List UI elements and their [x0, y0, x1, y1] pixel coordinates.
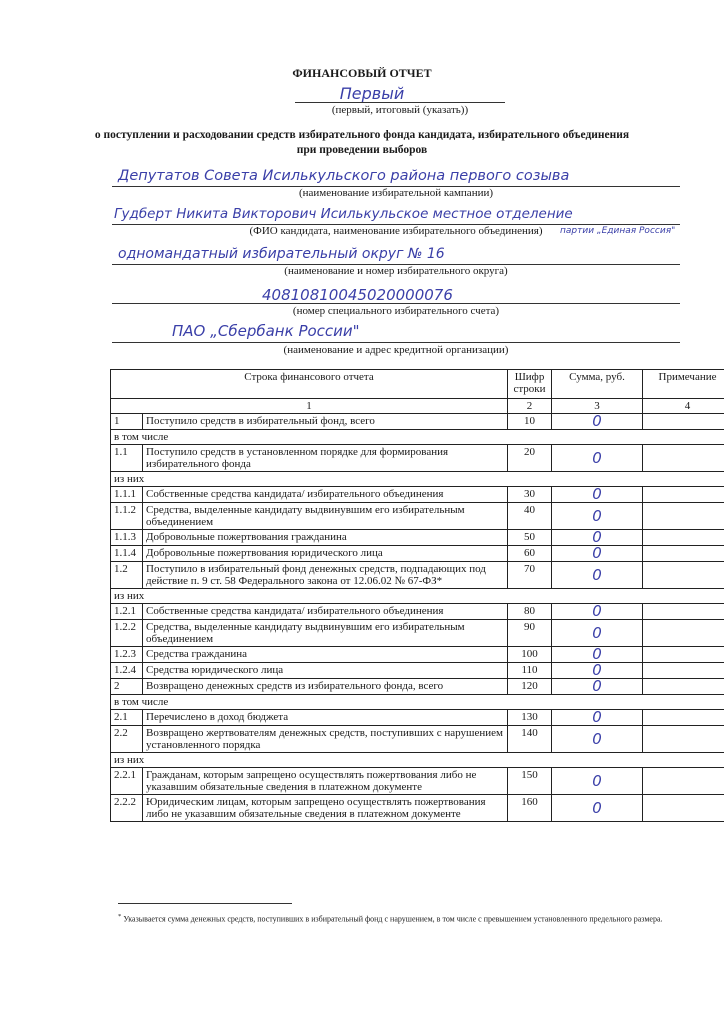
row-label: Добровольные пожертвования юридического лица: [143, 546, 508, 562]
table-row: [111, 487, 724, 503]
row-label: Юридическим лицам, которым запрещено осуществлять пожертвования либо не указавшим обязательные сведения в платежном документе: [143, 795, 508, 822]
row-note: [643, 604, 724, 620]
row-label: Собственные средства кандидата/ избирательного объединения: [143, 604, 508, 620]
table-row: [111, 768, 724, 795]
row-label: Собственные средства кандидата/ избирательного объединения: [143, 487, 508, 503]
heading-line-1: о поступлении и расходовании средств избирательного фонда кандидата, избирательного объединения: [94, 129, 630, 141]
row-amount: [552, 503, 643, 530]
row-label: Поступило средств в установленном порядке для формирования избирательного фонда: [143, 445, 508, 472]
row-code: 140: [508, 726, 552, 753]
section-label: в том числе: [111, 430, 724, 445]
table-row: [111, 445, 724, 472]
col-number-2: 2: [508, 399, 552, 414]
report-type-value: Первый: [339, 84, 405, 103]
table-row: [111, 647, 724, 663]
amount-value: 0: [592, 645, 602, 663]
table-section-row: [111, 430, 724, 445]
row-amount: [552, 562, 643, 589]
row-code: 30: [508, 487, 552, 503]
row-amount: [552, 445, 643, 472]
row-label: Поступило в избирательный фонд денежных средств, подпадающих под действие п. 9 ст. 58 Федерального закона от 12.06.02 № 67-ФЗ*: [143, 562, 508, 589]
amount-value: 0: [592, 661, 602, 679]
table-row: [111, 710, 724, 726]
header-row-label: Строка финансового отчета: [111, 370, 508, 399]
row-label: Средства, выделенные кандидату выдвинувшим его избирательным объединением: [143, 620, 508, 647]
row-number: 1.1.1: [111, 487, 143, 503]
row-amount: [552, 710, 643, 726]
table-section-row: [111, 753, 724, 768]
amount-value: 0: [592, 412, 602, 430]
header-note: Примечание: [643, 370, 724, 399]
row-code: 80: [508, 604, 552, 620]
footnote-text: Указывается сумма денежных средств, поступивших в избирательный фонд с нарушением, в том числе с превышением установленного предельного размера.: [123, 914, 663, 924]
candidate-value: Гудберт Никита Викторович Исилькульское местное отделение: [114, 206, 573, 222]
section-label: из них: [111, 753, 724, 768]
table-row: [111, 604, 724, 620]
row-number: 2: [111, 679, 143, 695]
candidate-caption: (ФИО кандидата, наименование избирательного объединения): [249, 225, 543, 237]
row-code: 120: [508, 679, 552, 695]
column-number-row: [111, 399, 724, 414]
col-number-4: 4: [643, 399, 724, 414]
amount-value: 0: [592, 623, 602, 642]
row-number: 1: [111, 414, 143, 430]
row-code: 70: [508, 562, 552, 589]
document-title: ФИНАНСОВЫЙ ОТЧЕТ: [292, 66, 432, 80]
row-amount: [552, 768, 643, 795]
row-amount: [552, 604, 643, 620]
amount-value: 0: [592, 729, 602, 748]
amount-value: 0: [592, 565, 602, 584]
row-code: 110: [508, 663, 552, 679]
table-row: [111, 414, 724, 430]
row-note: [643, 768, 724, 795]
header-code: Шифр строки: [508, 370, 552, 399]
row-label: Возвращено денежных средств из избирательного фонда, всего: [143, 679, 508, 695]
footnote: [118, 911, 688, 926]
row-code: 150: [508, 768, 552, 795]
amount-value: 0: [592, 677, 602, 695]
account-line: [112, 303, 680, 304]
row-note: [643, 726, 724, 753]
table-row: [111, 795, 724, 822]
row-note: [643, 445, 724, 472]
section-label: из них: [111, 472, 724, 487]
row-code: 40: [508, 503, 552, 530]
financial-report-table: [110, 369, 724, 822]
amount-value: 0: [592, 448, 602, 467]
table-section-row: [111, 472, 724, 487]
amount-value: 0: [592, 544, 602, 562]
row-number: 1.2.3: [111, 647, 143, 663]
row-number: 2.2: [111, 726, 143, 753]
table-row: [111, 503, 724, 530]
row-number: 2.2.2: [111, 795, 143, 822]
row-amount: [552, 546, 643, 562]
table-section-row: [111, 589, 724, 604]
table-row: [111, 726, 724, 753]
section-label: в том числе: [111, 695, 724, 710]
row-note: [643, 663, 724, 679]
row-label: Средства, выделенные кандидату выдвинувшим его избирательным объединением: [143, 503, 508, 530]
row-label: Перечислено в доход бюджета: [143, 710, 508, 726]
campaign-caption: (наименование избирательной кампании): [298, 187, 494, 199]
table-row: [111, 679, 724, 695]
table-header-row: [111, 370, 724, 399]
row-code: 10: [508, 414, 552, 430]
table-row: [111, 562, 724, 589]
amount-value: 0: [592, 485, 602, 503]
table-row: [111, 546, 724, 562]
row-note: [643, 530, 724, 546]
row-note: [643, 620, 724, 647]
amount-value: 0: [592, 506, 602, 525]
table-row: [111, 530, 724, 546]
row-label: Средства юридического лица: [143, 663, 508, 679]
account-caption: (номер специального избирательного счета): [292, 305, 500, 317]
footnote-mark: *: [118, 913, 122, 920]
row-label: Поступило средств в избирательный фонд, всего: [143, 414, 508, 430]
report-type-caption: (первый, итоговый (указать)): [331, 104, 469, 116]
row-code: 130: [508, 710, 552, 726]
row-code: 90: [508, 620, 552, 647]
row-note: [643, 647, 724, 663]
candidate-note: партии „Единая Россия": [560, 226, 676, 236]
amount-value: 0: [592, 798, 602, 817]
district-value: одномандатный избирательный округ № 16: [118, 246, 445, 262]
bank-caption: (наименование и адрес кредитной организации): [283, 344, 509, 356]
row-code: 50: [508, 530, 552, 546]
row-number: 1.1.4: [111, 546, 143, 562]
table-section-row: [111, 695, 724, 710]
row-number: 1.2.1: [111, 604, 143, 620]
table-row: [111, 663, 724, 679]
row-number: 2.1: [111, 710, 143, 726]
bank-value: ПАО „Сбербанк России": [172, 322, 360, 340]
row-number: 1.1.2: [111, 503, 143, 530]
row-note: [643, 710, 724, 726]
table-row: [111, 620, 724, 647]
account-number-value: 40810810045020000076: [262, 286, 453, 304]
amount-value: 0: [592, 708, 602, 726]
row-number: 1.1: [111, 445, 143, 472]
district-caption: (наименование и номер избирательного округа): [284, 265, 508, 277]
row-note: [643, 487, 724, 503]
row-label: Добровольные пожертвования гражданина: [143, 530, 508, 546]
row-number: 1.2.4: [111, 663, 143, 679]
row-number: 2.2.1: [111, 768, 143, 795]
footnote-separator: [118, 903, 292, 904]
header-amount: Сумма, руб.: [552, 370, 643, 399]
row-number: 1.1.3: [111, 530, 143, 546]
row-amount: [552, 679, 643, 695]
row-amount: [552, 487, 643, 503]
section-label: из них: [111, 589, 724, 604]
report-type-line: [295, 102, 505, 103]
row-label: Возвращено жертвователям денежных средств, поступивших с нарушением установленного порядка: [143, 726, 508, 753]
col-number-3: 3: [552, 399, 643, 414]
campaign-value: Депутатов Совета Исилькульского района первого созыва: [118, 168, 570, 184]
row-number: 1.2.2: [111, 620, 143, 647]
row-code: 20: [508, 445, 552, 472]
row-note: [643, 503, 724, 530]
row-code: 160: [508, 795, 552, 822]
amount-value: 0: [592, 528, 602, 546]
bank-line: [112, 342, 680, 343]
row-number: 1.2: [111, 562, 143, 589]
row-amount: [552, 726, 643, 753]
row-amount: [552, 795, 643, 822]
amount-value: 0: [592, 771, 602, 790]
row-note: [643, 679, 724, 695]
heading-line-2: при проведении выборов: [296, 144, 428, 156]
row-note: [643, 562, 724, 589]
row-code: 100: [508, 647, 552, 663]
row-note: [643, 546, 724, 562]
row-note: [643, 414, 724, 430]
row-code: 60: [508, 546, 552, 562]
row-note: [643, 795, 724, 822]
col-number-1: 1: [111, 399, 508, 414]
row-amount: [552, 414, 643, 430]
row-amount: [552, 620, 643, 647]
row-label: Средства гражданина: [143, 647, 508, 663]
amount-value: 0: [592, 602, 602, 620]
row-label: Гражданам, которым запрещено осуществлять пожертвования либо не указавшим обязательные сведения в платежном документе: [143, 768, 508, 795]
